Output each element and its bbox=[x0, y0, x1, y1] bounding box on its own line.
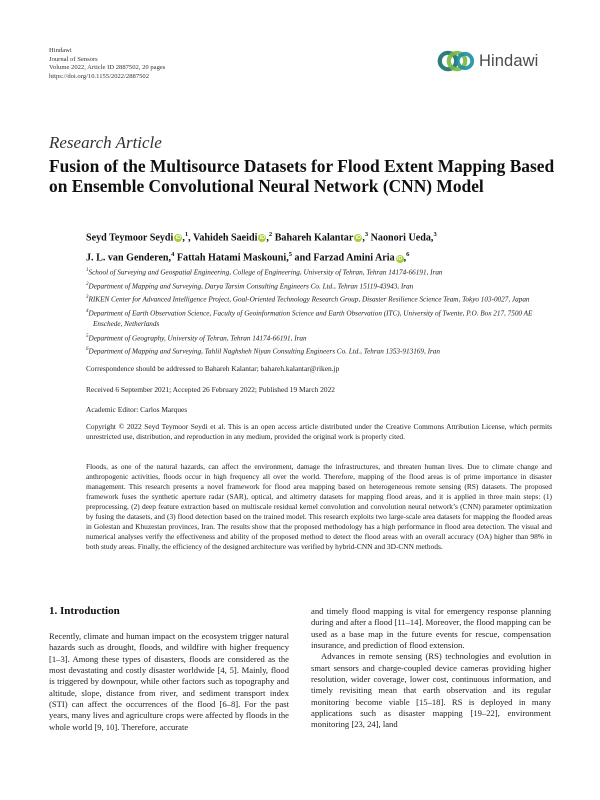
affiliation-number: 6 bbox=[86, 347, 89, 353]
academic-editor: Academic Editor: Carlos Marques bbox=[86, 405, 188, 414]
paper-title: Fusion of the Multisource Datasets for Flood Extent Mapping Based on Ensemble Convolutional Neural Network (CNN) Model bbox=[49, 156, 555, 196]
author-line-1: Seyd Teymoor Seydi iD,$^1$, Vahideh Saeidi iD,$^2$ Bahareh Kalantar iD,$^3$ Naonori Ueda,$^3$ bbox=[86, 231, 437, 244]
body-column-left bbox=[49, 631, 289, 733]
affiliation-list bbox=[86, 265, 556, 358]
affiliation-text: Department of Geography, University of Tehran, Tehran 14174-66191, Iran bbox=[88, 333, 307, 342]
author-line-2: J. L. van Genderen,$^4$ Fattah Hatami Maskouni,$^5$ and Farzad Amini Aria iD,$^6$ bbox=[86, 251, 410, 264]
affiliation-text: Department of Mapping and Surveying, Darya Tarsim Consulting Engineers Co. Ltd., Tehran 15119-43943, Iran bbox=[88, 281, 414, 290]
affiliation-marker: 1 bbox=[184, 231, 189, 238]
affiliation-text: RIKEN Center for Advanced Intelligence Project, Goal-Oriented Technology Research Group, Disaster Resilience Science Team, Tokyo 103-0027, Japan bbox=[88, 295, 530, 304]
orcid-icon[interactable]: iD bbox=[355, 235, 362, 242]
affiliation-item bbox=[86, 331, 556, 345]
affiliation-marker: 5 bbox=[288, 251, 292, 259]
publication-dates: Received 6 September 2021; Accepted 26 February 2022; Published 19 March 2022 bbox=[86, 385, 335, 394]
orcid-icon[interactable]: iD bbox=[396, 255, 403, 262]
correspondence-note: Correspondence should be addressed to Bahareh Kalantar; bahareh.kalantar@riken.jp bbox=[86, 364, 340, 373]
body-paragraph: Recently, climate and human impact on the ecosystem trigger natural hazards such as drought, floods, and wildfire with higher frequency [1–3]. Among these types of disasters, floods are considered as the most devastating and costly disaster worldwide [4, 5]. Mainly, flood is triggered by downpour, while other factors such as topography and altitude, slope, distance from river, and sediment transport index (STI) can affect the occurrences of the flood [6–8]. For the past years, many lives and agriculture crops were affected by floods in the whole world [9, 10]. Therefore, accurate bbox=[49, 631, 289, 732]
section-heading: 1. Introduction bbox=[49, 605, 120, 617]
volume-info: Volume 2022, Article ID 2887502, 20 pages bbox=[49, 64, 166, 72]
affiliation-marker: 3 bbox=[433, 231, 437, 238]
affiliation-item bbox=[86, 292, 556, 306]
orcid-icon[interactable]: iD bbox=[175, 235, 182, 242]
body-paragraph: and timely flood mapping is vital for emergency response planning during and after a flood [11–14]. Moreover, the flood mapping can be used as a base map in the future events for rescue, compensation insurance, and prediction of flood extension. bbox=[311, 606, 551, 651]
affiliation-marker: 6 bbox=[406, 251, 410, 259]
author-name: Vahideh Saeidi bbox=[192, 232, 258, 244]
author-name: Seyd Teymoor Seydi bbox=[86, 232, 174, 244]
author-name: and Farzad Amini Aria bbox=[294, 252, 395, 264]
journal-metadata bbox=[49, 47, 165, 81]
publisher-name: Hindawi bbox=[49, 47, 72, 54]
abstract: Floods, as one of the natural hazards, can affect the environment, damage the infrastructures, and threaten human lives. Due to climate change and anthropogenic activities, floods occur in high frequency all over the world. Therefore, mapping of the flood areas is of prime importance in disaster management. This research presents a novel framework for flood area mapping based on heterogeneous remote sensing (RS) datasets. The proposed framework fuses the synthetic aperture radar (SAR), optical, and altimetry datasets for mapping flood areas, and it is applied in three main steps: (1) preprocessing, (2) deep feature extraction based on multiscale residual kernel convolution and convolution neural network’s (CNN) parameter optimization by fusing the datasets, and (3) flood detection based on the trained model. This research exploits two large-scale area datasets for mapping the flooded areas in Golestan and Khuzestan provinces, Iran. The results show that the proposed methodology has a high performance in flood area detection. The visual and numerical analyses verify the effectiveness and ability of the proposed method to detect the flood areas with an overall accuracy (OA) higher than 98% in both study areas. Finally, the efficiency of the designed architecture was verified by hybrid-CNN and 3D-CNN methods. bbox=[86, 462, 552, 551]
article-type: Research Article bbox=[49, 133, 162, 152]
affiliation-marker: 3 bbox=[364, 231, 369, 238]
doi-link[interactable]: https://doi.org/10.1155/2022/2887502 bbox=[49, 72, 150, 80]
affiliation-number: 2 bbox=[86, 281, 89, 287]
affiliation-number: 4 bbox=[86, 308, 89, 314]
body-column-right bbox=[311, 606, 551, 731]
hindawi-logo-icon bbox=[437, 46, 475, 76]
body-paragraph: Advances in remote sensing (RS) technologies and evolution in smart sensors and charge-coupled device cameras providing higher resolution, wider coverage, lower cost, continuous information, and timely revisiting mean that earth observation and its regular monitoring become viable [15–18]. RS is deployed in many applications such as disaster mapping [19–22], environment monitoring [23, 24], land bbox=[311, 651, 551, 730]
author-name: Fattah Hatami Maskouni bbox=[176, 252, 287, 264]
affiliation-number: 5 bbox=[86, 333, 89, 339]
affiliation-item bbox=[86, 306, 556, 331]
affiliation-number: 1 bbox=[86, 268, 89, 273]
affiliation-text: School of Surveying and Geospatial Engineering, College of Engineering, University of Tehran, Tehran 14174-66191, Iran bbox=[88, 268, 443, 277]
author-list bbox=[86, 226, 556, 267]
affiliation-text: Department of Mapping and Surveying, Tahlil Naghsheh Niyan Consulting Engineers Co. Ltd., Tehran 1353-913169, Iran bbox=[88, 347, 440, 356]
affiliation-number: 3 bbox=[86, 295, 89, 301]
author-name: Bahareh Kalantar bbox=[274, 232, 354, 244]
affiliation-text: Department of Earth Observation Science, Faculty of Geoinformation Science and Earth Observation (ITC), University of Twente, P.O. Box 217, 7500 AE Enschede, Netherlands bbox=[88, 309, 533, 329]
orcid-icon[interactable]: iD bbox=[259, 235, 266, 242]
affiliation-item bbox=[86, 344, 556, 358]
author-name: Naonori Ueda bbox=[370, 232, 431, 244]
hindawi-logo[interactable] bbox=[437, 46, 553, 76]
author-name: J. L. van Genderen bbox=[86, 252, 169, 264]
copyright-notice: Copyright © 2022 Seyd Teymoor Seydi et al. This is an open access article distributed under the Creative Commons Attribution License, which permits unrestricted use, distribution, and reproduction in any medium, provided the original work is properly cited. bbox=[86, 422, 552, 441]
affiliation-item bbox=[86, 265, 556, 279]
affiliation-marker: 4 bbox=[171, 251, 175, 259]
journal-name: Journal of Sensors bbox=[49, 55, 98, 63]
affiliation-marker: 2 bbox=[268, 231, 273, 238]
logo-text: Hindawi bbox=[479, 51, 539, 70]
affiliation-item bbox=[86, 279, 556, 293]
